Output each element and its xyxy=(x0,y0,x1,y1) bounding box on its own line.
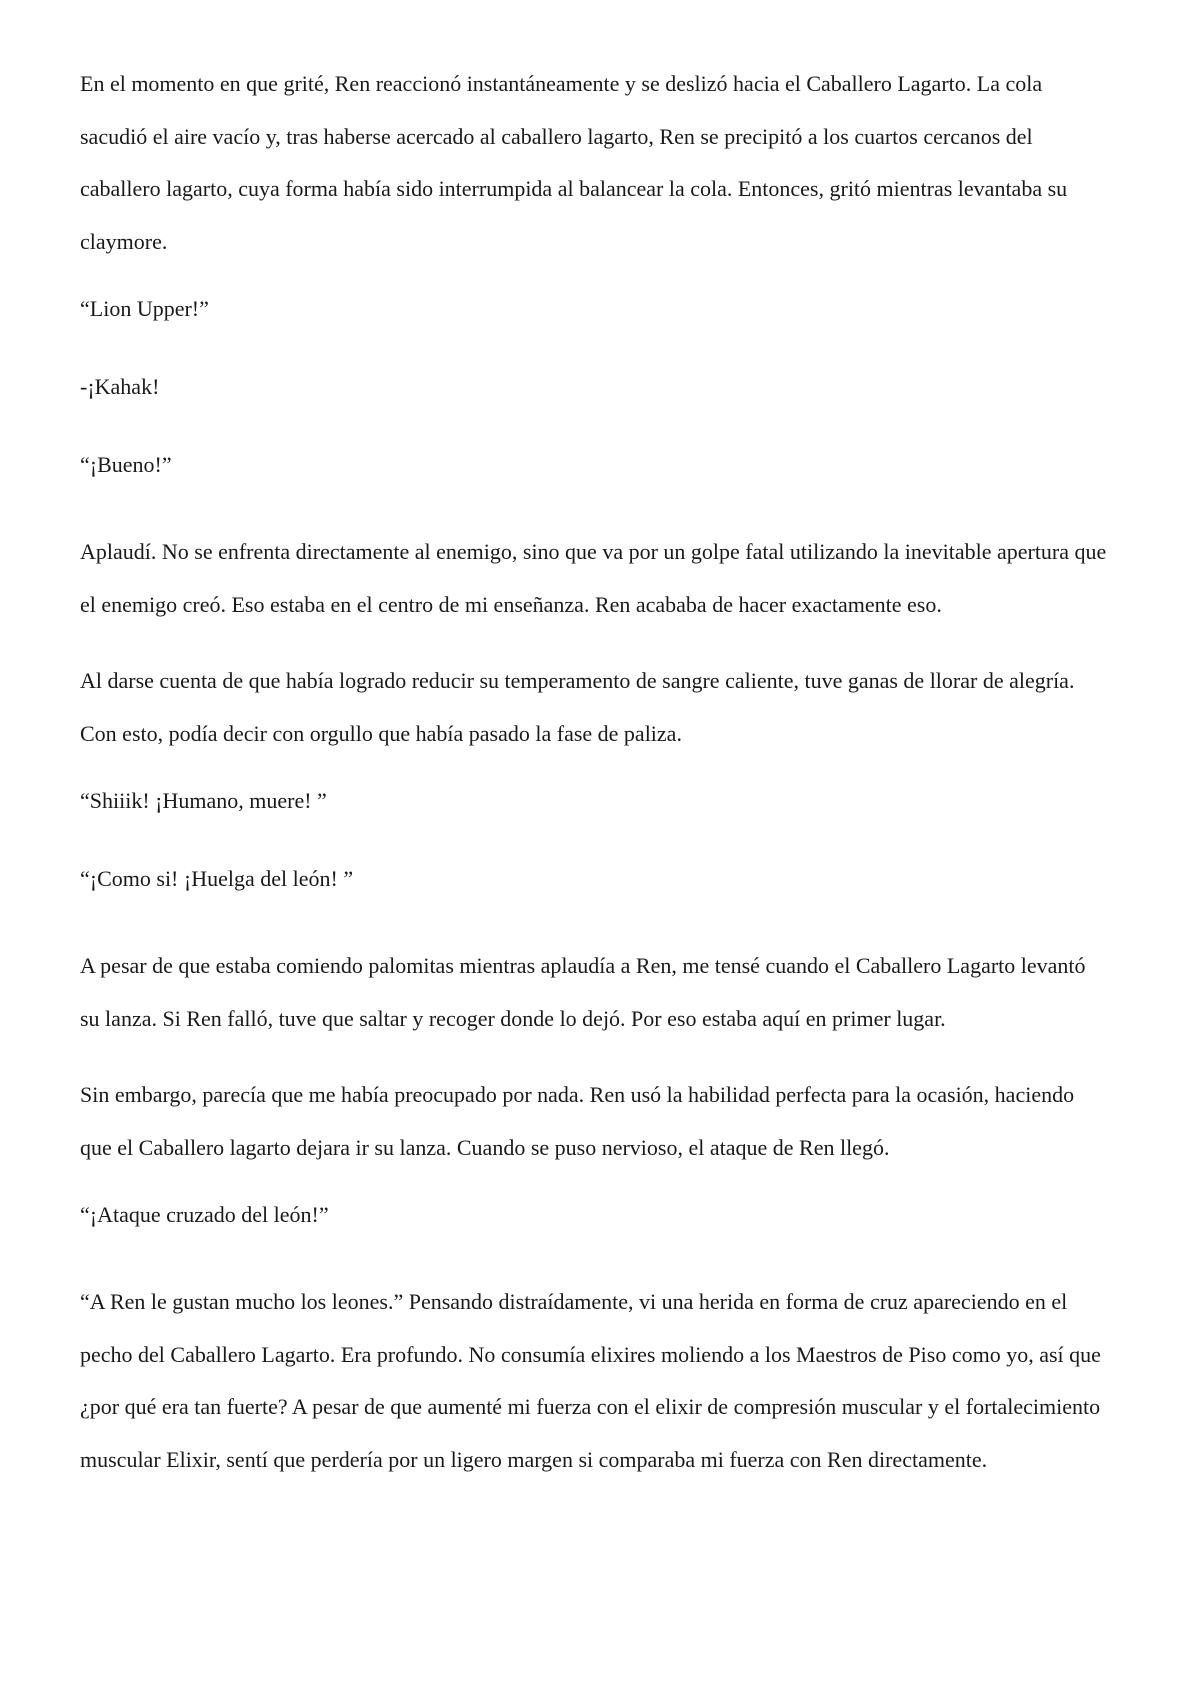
paragraph-6: “A Ren le gustan mucho los leones.” Pensando distraídamente, vi una herida en forma de cruz apareciendo en el pecho del Caballero Lagarto. Era profundo. No consumía elixires moliendo a los Maestros de Piso como yo, así que ¿por qué era tan fuerte? A pesar de que aumenté mi fuerza con el elixir de compresión muscular y el fortalecimiento muscular Elixir, sentí que perdería por un ligero margen si comparaba mi fuerza con Ren directamente. xyxy=(80,1289,1101,1472)
paragraph-1: En el momento en que grité, Ren reaccionó instantáneamente y se deslizó hacia el Caballero Lagarto. La cola sacudió el aire vacío y, tras haberse acercado al caballero lagarto, Ren se precipitó a los cuartos cercanos del caballero lagarto, cuya forma había sido interrumpida al balancear la cola. Entonces, gritó mientras levantaba su claymore. xyxy=(80,71,1068,254)
dialogue-como-si: “¡Como si! ¡Huelga del león! ” xyxy=(80,866,354,891)
paragraph-4: A pesar de que estaba comiendo palomitas mientras aplaudía a Ren, me tensé cuando el Caballero Lagarto levantó su lanza. Si Ren falló, tuve que saltar y recoger donde lo dejó. Por eso estaba aquí en primer lugar. xyxy=(80,953,1086,1031)
paragraph-3: Al darse cuenta de que había logrado reducir su temperamento de sangre caliente, tuve ganas de llorar de alegría. Con esto, podía decir con orgullo que había pasado la fase de paliza. xyxy=(80,668,1075,746)
dialogue-kahak: -¡Kahak! xyxy=(80,374,160,399)
dialogue-lion-upper: “Lion Upper!” xyxy=(80,296,209,321)
dialogue-ataque-cruzado: “¡Ataque cruzado del león!” xyxy=(80,1202,329,1227)
paragraph-5: Sin embargo, parecía que me había preocupado por nada. Ren usó la habilidad perfecta para la ocasión, haciendo que el Caballero lagarto dejara ir su lanza. Cuando se puso nervioso, el ataque de Ren llegó. xyxy=(80,1082,1075,1160)
dialogue-shiiik: “Shiiik! ¡Humano, muere! ” xyxy=(80,788,327,813)
paragraph-2: Aplaudí. No se enfrenta directamente al enemigo, sino que va por un golpe fatal utilizando la inevitable apertura que el enemigo creó. Eso estaba en el centro de mi enseñanza. Ren acababa de hacer exactamente eso. xyxy=(80,539,1107,617)
dialogue-bueno: “¡Bueno!” xyxy=(80,452,172,477)
